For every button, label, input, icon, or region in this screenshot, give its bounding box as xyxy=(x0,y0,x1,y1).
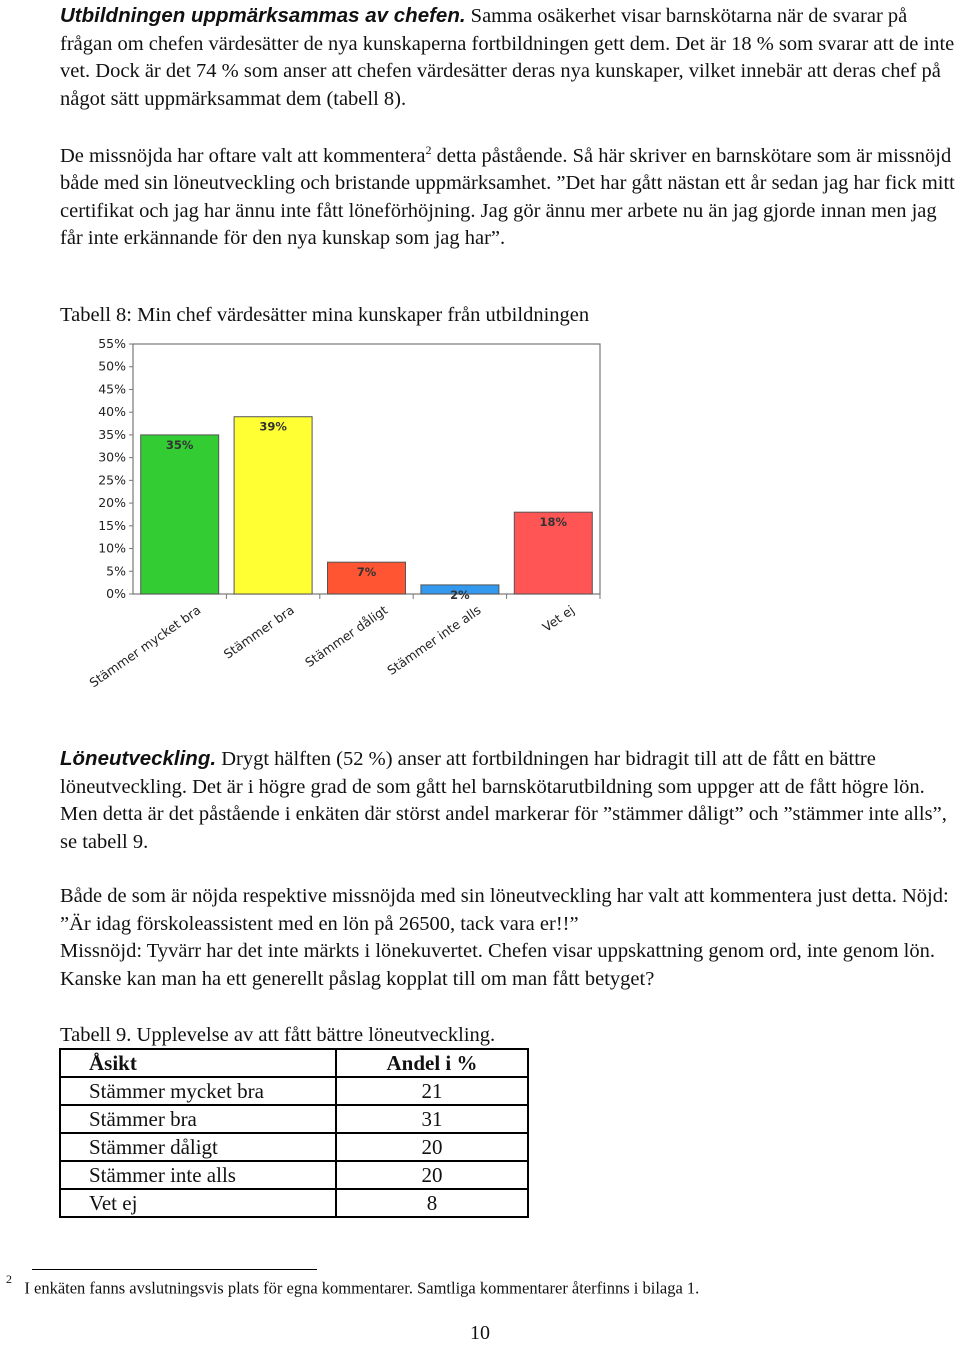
table-header-row xyxy=(60,1049,528,1077)
row-value: 20 xyxy=(336,1161,528,1189)
table9 xyxy=(59,1048,529,1218)
kommentarer-paragraph xyxy=(60,883,960,993)
footnote-separator xyxy=(32,1269,317,1270)
x-tick-label: Stämmer mycket bra xyxy=(86,602,204,691)
footnote-mark: 2 xyxy=(6,1272,12,1286)
y-tick-label: 0% xyxy=(106,586,126,601)
data-label: 39% xyxy=(259,419,287,434)
row-label: Stämmer bra xyxy=(60,1105,336,1133)
page-number: 10 xyxy=(470,1322,490,1344)
footnote xyxy=(6,1272,906,1299)
y-tick-label: 55% xyxy=(98,336,126,351)
row-label: Vet ej xyxy=(60,1189,336,1217)
y-tick-label: 50% xyxy=(98,358,126,374)
table-row xyxy=(60,1161,528,1189)
missnojda-text-before: De missnöjda har oftare valt att kommentera xyxy=(60,144,426,167)
table8-caption: Tabell 8: Min chef värdesätter mina kunskaper från utbildningen xyxy=(60,304,590,326)
row-value: 21 xyxy=(336,1077,528,1105)
loneutveckling-text: Drygt hälften (52 %) anser att fortbildningen har bidragit till att de fått en bättre löneutveckling. Det är i högre grad de som gått hel barnskötarutbildning som uppger att de fått högre lön. Men detta är det påstående i enkäten där störst andel markerar för ”stämmer dåligt” och ”stämmer inte alls”, se tabell 9. xyxy=(60,748,947,853)
row-value: 31 xyxy=(336,1105,528,1133)
table-row xyxy=(60,1105,528,1133)
loneutveckling-paragraph xyxy=(60,745,960,856)
kommentar-nojd: Både de som är nöjda respektive missnöjda med sin löneutveckling har valt att kommentera just detta. Nöjd: ”Är idag förskoleassistent med en lön på 26500, tack vara er!!” xyxy=(60,885,949,935)
y-tick-label: 30% xyxy=(98,449,126,465)
data-label: 2% xyxy=(450,587,470,602)
intro-lead: Utbildningen uppmärksammas av chefen. xyxy=(60,4,466,27)
y-tick-label: 40% xyxy=(98,404,126,420)
y-tick-label: 35% xyxy=(98,426,126,442)
table-row xyxy=(60,1189,528,1217)
footnote-ref: 2 xyxy=(425,143,432,157)
table8-bar-chart xyxy=(60,335,620,715)
row-label: Stämmer mycket bra xyxy=(60,1077,336,1105)
y-tick-label: 10% xyxy=(98,540,126,556)
x-tick-label: Vet ej xyxy=(539,602,578,635)
footnote-text: I enkäten fanns avslutningsvis plats för egna kommentarer. Samtliga kommentarer återfinns i bilaga 1. xyxy=(24,1278,700,1298)
y-tick-label: 5% xyxy=(106,563,126,579)
table9-caption: Tabell 9. Upplevelse av att fått bättre löneutveckling. xyxy=(60,1024,496,1046)
data-label: 35% xyxy=(165,437,194,452)
data-label: 18% xyxy=(539,515,568,530)
table-row xyxy=(60,1133,528,1161)
intro-text: Samma osäkerhet visar barnskötarna när de svarar på frågan om chefen värdesätter de nya kunskaperna fortbildningen gett dem. Det är 18 % som svarar att de inte vet. Dock är det 74 % som anser att chefen värdesätter deras nya kunskaper, vilket innebär att deras chef på något sätt uppmärksammat dem (tabell 8). xyxy=(60,5,955,110)
y-tick-label: 15% xyxy=(98,517,126,533)
loneutveckling-lead: Löneutveckling. xyxy=(60,747,217,770)
y-tick-label: 45% xyxy=(98,381,126,397)
data-label: 7% xyxy=(356,565,377,580)
row-label: Stämmer inte alls xyxy=(60,1161,336,1189)
intro-paragraph xyxy=(60,2,960,113)
y-tick-label: 25% xyxy=(98,472,126,488)
x-tick-label: Stämmer dåligt xyxy=(302,602,391,671)
missnojda-text-after: detta påstående. Så här skriver en barnskötare som är missnöjd både med sin löneutveckling och bristande uppmärksamhet. ”Det har gått nästan ett år sedan jag har fick mitt certifikat och jag har ännu inte fått löneförhöjning. Jag gör ännu mer arbete nu än jag gjorde innan men jag får inte erkännande för den nya kunskap som jag har”. xyxy=(60,144,955,250)
x-tick-label: Stämmer bra xyxy=(220,602,297,662)
x-tick-label: Stämmer inte alls xyxy=(384,602,484,678)
row-label: Stämmer dåligt xyxy=(60,1133,336,1161)
header-andel: Andel i % xyxy=(336,1049,528,1077)
y-tick-label: 20% xyxy=(98,495,126,511)
kommentar-missnojd: Missnöjd: Tyvärr har det inte märkts i lönekuvertet. Chefen visar uppskattning genom ord, inte genom lön. Kanske kan man ha ett generellt påslag kopplat till om man fått betyget? xyxy=(60,940,935,990)
bar xyxy=(234,417,312,594)
row-value: 20 xyxy=(336,1133,528,1161)
table-row xyxy=(60,1077,528,1105)
header-asikt: Åsikt xyxy=(60,1049,336,1077)
missnojda-paragraph xyxy=(60,137,960,253)
bar xyxy=(141,435,219,594)
row-value: 8 xyxy=(336,1189,528,1217)
